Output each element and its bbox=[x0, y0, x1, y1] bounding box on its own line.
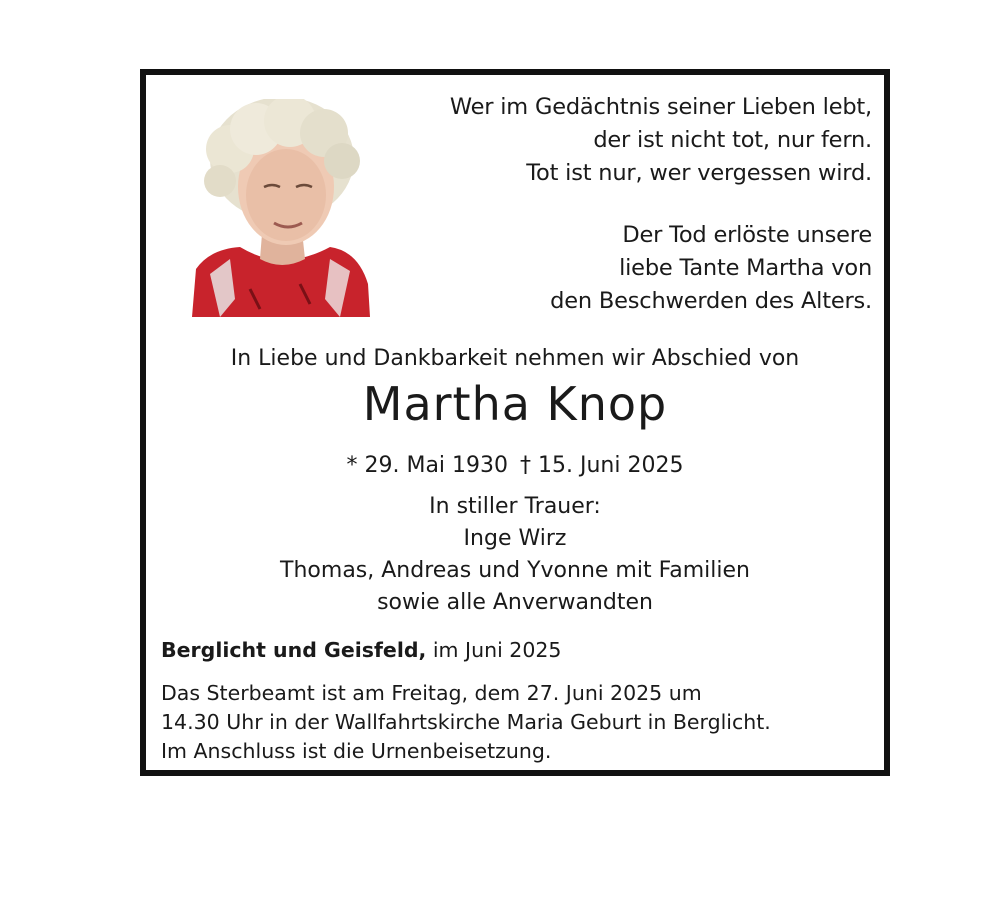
mourner-name: Thomas, Andreas und Yvonne mit Familien bbox=[280, 558, 750, 583]
death-note-line: den Beschwerden des Alters. bbox=[550, 288, 872, 314]
farewell-line: In Liebe und Dankbarkeit nehmen wir Abschied von bbox=[230, 346, 800, 371]
notice-date: im Juni 2025 bbox=[432, 638, 562, 662]
death-note-line: Der Tod erlöste unsere bbox=[622, 222, 872, 248]
obituary-notice bbox=[140, 69, 890, 776]
place-name: Berglicht und Geisfeld, bbox=[161, 638, 427, 662]
service-info bbox=[161, 679, 771, 766]
poem-line: Wer im Gedächtnis seiner Lieben lebt, bbox=[449, 94, 872, 120]
service-line: Im Anschluss ist die Urnenbeisetzung. bbox=[161, 739, 552, 763]
poem-line: der ist nicht tot, nur fern. bbox=[593, 127, 872, 153]
death-date: † 15. Juni 2025 bbox=[520, 453, 684, 478]
birth-date: * 29. Mai 1930 bbox=[346, 453, 509, 478]
portrait-photo bbox=[190, 99, 370, 317]
life-dates bbox=[146, 453, 884, 478]
death-note bbox=[550, 219, 872, 318]
service-line: Das Sterbeamt ist am Freitag, dem 27. Juni 2025 um bbox=[161, 681, 702, 705]
portrait-image bbox=[190, 99, 370, 317]
deceased-name: Martha Knop bbox=[362, 377, 668, 431]
poem bbox=[450, 91, 872, 190]
service-line: 14.30 Uhr in der Wallfahrtskirche Maria Geburt in Berglicht. bbox=[161, 710, 771, 734]
poem-line: Tot ist nur, wer vergessen wird. bbox=[526, 160, 872, 186]
mourner-name: Inge Wirz bbox=[463, 526, 567, 551]
mourners-heading: In stiller Trauer: bbox=[429, 494, 601, 519]
place-and-date bbox=[161, 638, 561, 662]
mourners bbox=[146, 491, 884, 619]
mourner-name: sowie alle Anverwandten bbox=[377, 590, 653, 615]
death-note-line: liebe Tante Martha von bbox=[619, 255, 872, 281]
